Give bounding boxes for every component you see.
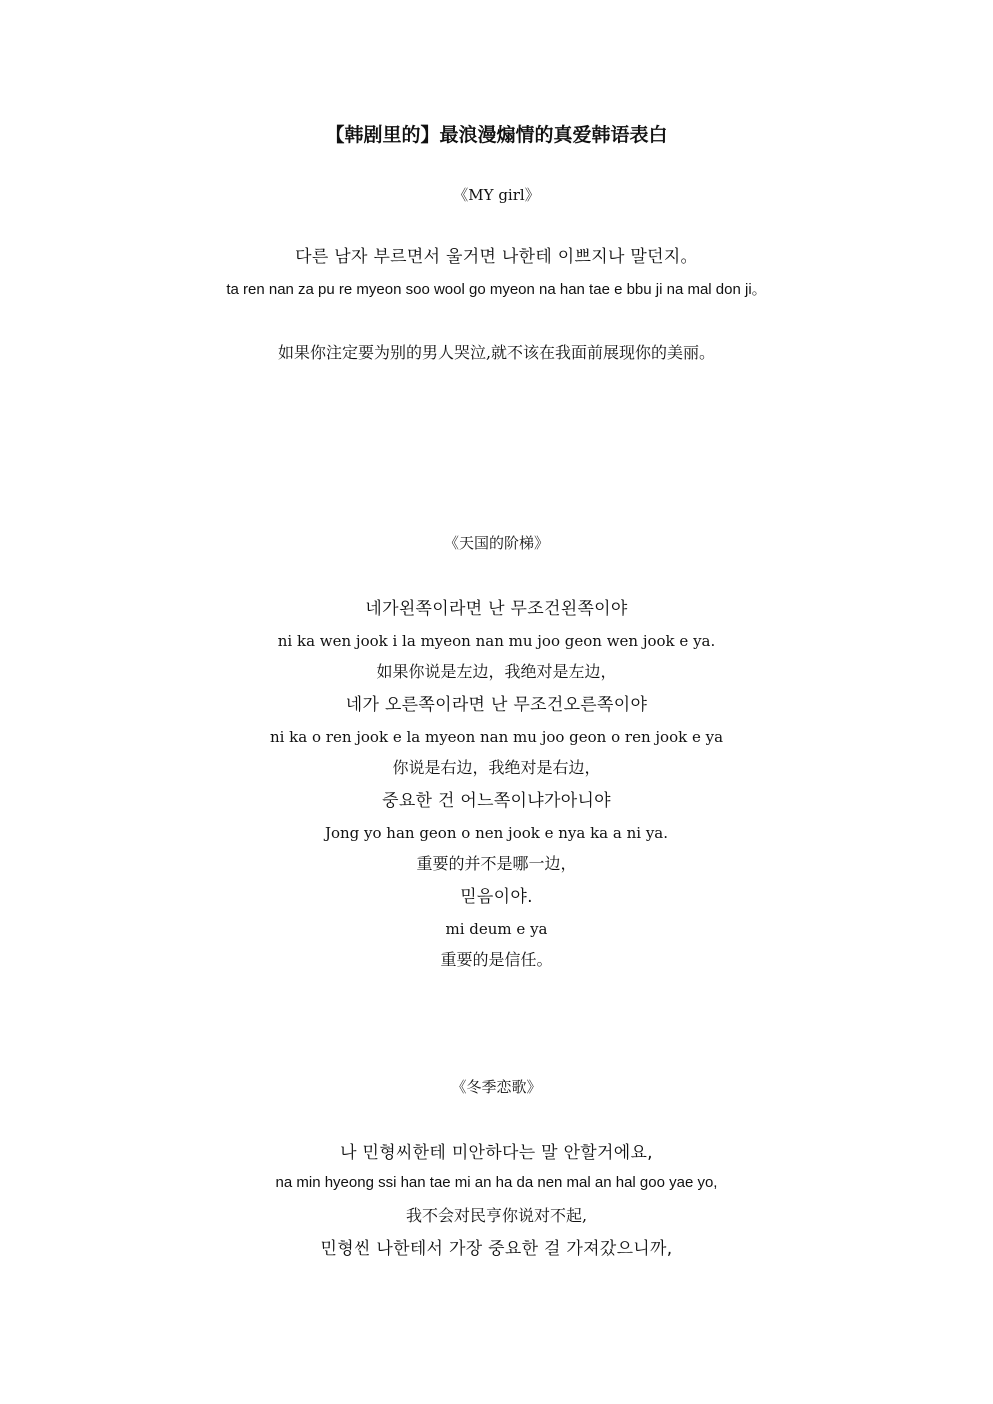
chinese-line: 重要的并不是哪一边， [416, 854, 577, 873]
korean-line: 네가 오른쪽이라면 난 무조건오른쪽이야 [345, 695, 648, 715]
chinese-line: 重要的是信任。 [440, 950, 553, 969]
romanization-line: mi deum e ya [445, 920, 548, 938]
document-title: 【韩剧里的】最浪漫煽情的真爱韩语表白 [325, 124, 668, 146]
korean-line: 중요한 건 어느쪽이냐가아니야 [382, 791, 611, 811]
section-heading-my-girl: 《MY girl》 [453, 186, 540, 204]
romanization-line: ni ka o ren jook e la myeon nan mu joo geon o ren jook e ya [269, 728, 724, 746]
korean-line: 나 민형씨한테 미안하다는 말 안할거에요, [340, 1143, 653, 1163]
romanization-line: ni ka wen jook i la myeon nan mu joo geon wen jook e ya. [277, 632, 716, 650]
chinese-line: 你说是右边，我绝对是右边， [392, 758, 601, 777]
romanization-line: na min hyeong ssi han tae mi an ha da nen mal an hal goo yae yo, [275, 1174, 718, 1191]
korean-line: 믿음이야. [460, 887, 533, 907]
section-heading-stairway: 《天国的阶梯》 [443, 534, 549, 552]
romanization-line: ta ren nan za pu re myeon soo wool go myeon na han tae e bbu ji na mal don ji。 [226, 281, 767, 298]
romanization-line: Jong yo han geon o nen jook e nya ka a ni ya. [324, 824, 669, 842]
section-heading-winter-sonata: 《冬季恋歌》 [451, 1078, 542, 1096]
korean-line: 다른 남자 부르면서 울거면 나한테 이쁘지나 말던지。 [295, 247, 698, 267]
chinese-line: 如果你注定要为别的男人哭泣,就不该在我面前展现你的美丽。 [277, 343, 716, 362]
korean-line: 네가왼쪽이라면 난 무조건왼쪽이야 [365, 599, 628, 619]
chinese-line: 我不会对民亨你说对不起, [405, 1206, 588, 1225]
korean-line: 민형씬 나한테서 가장 중요한 걸 가져갔으니까, [320, 1239, 673, 1259]
chinese-line: 如果你说是左边，我绝对是左边， [376, 662, 617, 681]
